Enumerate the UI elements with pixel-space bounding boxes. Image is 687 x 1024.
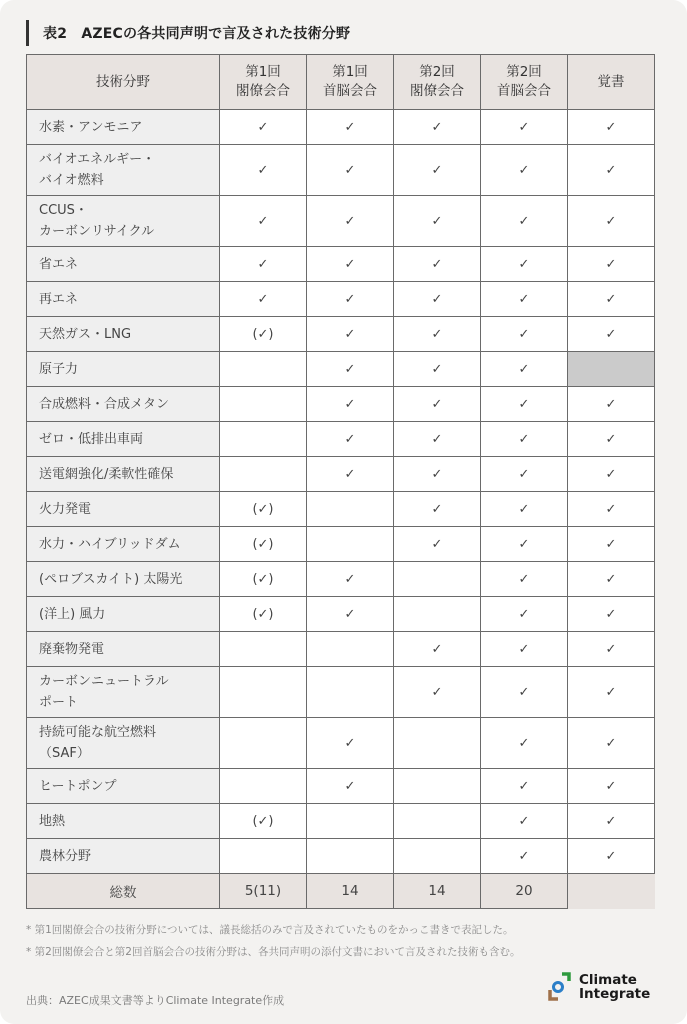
technology-label-line: カーボンリサイクル: [39, 224, 155, 239]
technology-label: [27, 247, 220, 282]
check-cell: ✓: [481, 769, 568, 804]
technology-label-line: CCUS・: [39, 203, 88, 218]
logo-mark-icon: [547, 972, 573, 1002]
not-applicable-cell: [568, 352, 655, 387]
technology-label: [27, 527, 220, 562]
table-row: [27, 352, 655, 387]
check-cell: ✓: [481, 282, 568, 317]
empty-cell: [220, 352, 307, 387]
check-cell: ✓: [307, 196, 394, 247]
column-header-line1: 第1回: [245, 64, 281, 80]
check-cell: ✓: [220, 196, 307, 247]
check-cell: ✓: [568, 247, 655, 282]
table-body: [27, 110, 655, 909]
check-parenthesized-cell: (✓): [220, 492, 307, 527]
table-row: [27, 457, 655, 492]
technology-label-line: バイオ燃料: [39, 173, 104, 188]
technology-label: [27, 196, 220, 247]
check-cell: ✓: [394, 492, 481, 527]
check-parenthesized-cell: (✓): [220, 804, 307, 839]
table-row: [27, 527, 655, 562]
table-row: [27, 667, 655, 718]
technology-label-line: 持続可能な航空燃料: [39, 725, 157, 740]
empty-cell: [220, 839, 307, 874]
check-cell: ✓: [307, 247, 394, 282]
technology-label: [27, 839, 220, 874]
check-parenthesized-cell: (✓): [220, 317, 307, 352]
technology-label: [27, 769, 220, 804]
check-cell: ✓: [307, 769, 394, 804]
technology-label: [27, 562, 220, 597]
check-cell: ✓: [481, 562, 568, 597]
technology-label-line: カーボンニュートラル: [39, 674, 169, 689]
column-header-line1: 第2回: [506, 64, 542, 80]
table-row: [27, 110, 655, 145]
technology-label: [27, 492, 220, 527]
technology-label-line: 再エネ: [39, 291, 79, 307]
empty-cell: [220, 632, 307, 667]
table-row: [27, 839, 655, 874]
empty-cell: [307, 632, 394, 667]
check-cell: ✓: [568, 804, 655, 839]
empty-cell: [394, 804, 481, 839]
technology-label: [27, 282, 220, 317]
technology-label-line: 原子力: [39, 361, 79, 377]
check-cell: ✓: [481, 352, 568, 387]
empty-cell: [394, 839, 481, 874]
check-cell: ✓: [394, 632, 481, 667]
column-header-5: [568, 55, 655, 110]
technology-label-line: 地熱: [39, 813, 66, 829]
check-cell: ✓: [394, 282, 481, 317]
check-cell: ✓: [394, 457, 481, 492]
column-header-line2: 首脳会合: [497, 83, 551, 99]
check-cell: ✓: [394, 667, 481, 718]
technology-label: [27, 597, 220, 632]
technology-label: [27, 667, 220, 718]
table-row: [27, 196, 655, 247]
technology-label-line: ポート: [39, 695, 79, 710]
empty-cell: [307, 839, 394, 874]
check-cell: ✓: [307, 282, 394, 317]
table-row: [27, 387, 655, 422]
check-cell: ✓: [568, 457, 655, 492]
column-header-line2: 閣僚会合: [410, 83, 464, 99]
technology-label-line: 天然ガス・LNG: [39, 326, 132, 342]
empty-cell: [394, 769, 481, 804]
technology-label-line: バイオエネルギー・: [39, 152, 156, 167]
figure-title: 表2 AZECの各共同声明で言及された技術分野: [43, 26, 351, 42]
check-cell: ✓: [394, 110, 481, 145]
technology-label: [27, 110, 220, 145]
empty-cell: [220, 667, 307, 718]
empty-cell: [220, 387, 307, 422]
check-cell: ✓: [220, 282, 307, 317]
total-value: 5(11): [220, 874, 307, 909]
check-cell: ✓: [568, 562, 655, 597]
check-cell: ✓: [394, 387, 481, 422]
empty-cell: [394, 718, 481, 769]
empty-cell: [394, 597, 481, 632]
column-header-field: [27, 55, 220, 110]
check-cell: ✓: [394, 527, 481, 562]
empty-cell: [307, 527, 394, 562]
total-value: 14: [307, 874, 394, 909]
technology-label: [27, 387, 220, 422]
check-cell: ✓: [568, 597, 655, 632]
check-cell: ✓: [307, 145, 394, 196]
table-row: [27, 282, 655, 317]
check-cell: ✓: [568, 110, 655, 145]
technology-label: [27, 632, 220, 667]
check-cell: ✓: [568, 839, 655, 874]
technology-label-line: 水素・アンモニア: [39, 119, 143, 135]
logo-text-line2: Integrate: [579, 986, 651, 1002]
check-parenthesized-cell: (✓): [220, 597, 307, 632]
check-cell: ✓: [307, 352, 394, 387]
check-cell: ✓: [220, 247, 307, 282]
check-cell: ✓: [394, 422, 481, 457]
check-cell: ✓: [568, 196, 655, 247]
technology-label-line: （SAF）: [39, 746, 90, 761]
total-value: 20: [481, 874, 568, 909]
check-cell: ✓: [307, 457, 394, 492]
table-row: [27, 317, 655, 352]
technology-label: [27, 352, 220, 387]
totals-row: [27, 874, 655, 909]
check-parenthesized-cell: (✓): [220, 562, 307, 597]
column-header-line2: 閣僚会合: [236, 83, 290, 99]
empty-cell: [307, 804, 394, 839]
check-cell: ✓: [481, 632, 568, 667]
technology-label-line: (洋上) 風力: [39, 606, 106, 622]
technology-label: [27, 804, 220, 839]
check-cell: ✓: [394, 196, 481, 247]
check-cell: ✓: [568, 492, 655, 527]
technology-label-line: 省エネ: [39, 256, 79, 272]
check-cell: ✓: [481, 317, 568, 352]
check-cell: ✓: [568, 145, 655, 196]
check-cell: ✓: [481, 422, 568, 457]
check-cell: ✓: [307, 597, 394, 632]
column-header-line1: 覚書: [597, 73, 625, 90]
check-cell: ✓: [307, 422, 394, 457]
table-row: [27, 718, 655, 769]
table-row: [27, 632, 655, 667]
table-row: [27, 769, 655, 804]
empty-cell: [394, 562, 481, 597]
column-header-3: [394, 55, 481, 110]
check-cell: ✓: [568, 667, 655, 718]
check-cell: ✓: [481, 247, 568, 282]
check-cell: ✓: [568, 527, 655, 562]
check-cell: ✓: [220, 145, 307, 196]
source-credit: 出典：AZEC成果文書等よりClimate Integrate作成: [26, 994, 285, 1007]
empty-cell: [307, 667, 394, 718]
table-row: [27, 597, 655, 632]
check-cell: ✓: [568, 632, 655, 667]
logo-text-line1: Climate: [579, 972, 637, 988]
column-header-4: [481, 55, 568, 110]
technology-label-line: 火力発電: [39, 501, 92, 517]
table-row: [27, 145, 655, 196]
figure-title-block: [26, 20, 350, 46]
column-header-2: [307, 55, 394, 110]
check-cell: ✓: [481, 145, 568, 196]
empty-cell: [220, 457, 307, 492]
technology-label: [27, 718, 220, 769]
technology-label-line: (ペロブスカイト) 太陽光: [39, 571, 183, 587]
check-cell: ✓: [481, 667, 568, 718]
technology-label: [27, 317, 220, 352]
totals-empty-cell: [568, 874, 655, 909]
table-row: [27, 804, 655, 839]
check-cell: ✓: [307, 317, 394, 352]
empty-cell: [220, 422, 307, 457]
total-value: 14: [394, 874, 481, 909]
check-cell: ✓: [568, 387, 655, 422]
column-header-line1: 第1回: [332, 64, 368, 80]
check-cell: ✓: [568, 769, 655, 804]
check-cell: ✓: [220, 110, 307, 145]
technology-label-line: 農林分野: [39, 848, 92, 864]
check-parenthesized-cell: (✓): [220, 527, 307, 562]
check-cell: ✓: [481, 196, 568, 247]
check-cell: ✓: [481, 597, 568, 632]
technology-label: [27, 422, 220, 457]
check-cell: ✓: [568, 718, 655, 769]
totals-label: 総数: [27, 874, 220, 909]
check-cell: ✓: [394, 317, 481, 352]
check-cell: ✓: [307, 110, 394, 145]
technology-table: [26, 54, 655, 909]
title-accent-bar: [26, 20, 29, 46]
technology-label-line: 廃棄物発電: [39, 641, 105, 657]
technology-label-line: ヒートポンプ: [39, 778, 117, 794]
table-row: [27, 492, 655, 527]
empty-cell: [220, 769, 307, 804]
check-cell: ✓: [568, 317, 655, 352]
footnote-2: * 第2回閣僚会合と第2回首脳会合の技術分野は、各共同声明の添付文書において言及された技術も含む。: [26, 946, 521, 958]
column-header-line1: 第2回: [419, 64, 455, 80]
technology-label-line: 合成燃料・合成メタン: [39, 396, 170, 412]
table-row: [27, 422, 655, 457]
table-row: [27, 562, 655, 597]
check-cell: ✓: [568, 282, 655, 317]
footnote-1: * 第1回閣僚会合の技術分野については、議長総括のみで言及されていたものをかっこ書きで表記した。: [26, 924, 514, 936]
check-cell: ✓: [481, 804, 568, 839]
check-cell: ✓: [481, 387, 568, 422]
column-header-line2: 首脳会合: [323, 83, 377, 99]
check-cell: ✓: [481, 492, 568, 527]
check-cell: ✓: [481, 839, 568, 874]
check-cell: ✓: [394, 247, 481, 282]
technology-label-line: 水力・ハイブリッドダム: [39, 536, 181, 552]
check-cell: ✓: [481, 457, 568, 492]
check-cell: ✓: [481, 527, 568, 562]
empty-cell: [307, 492, 394, 527]
table-header-row: [27, 55, 655, 110]
check-cell: ✓: [307, 718, 394, 769]
check-cell: ✓: [394, 352, 481, 387]
check-cell: ✓: [481, 718, 568, 769]
technology-label-line: 送電網強化/柔軟性確保: [39, 466, 174, 482]
check-cell: ✓: [307, 387, 394, 422]
empty-cell: [220, 718, 307, 769]
column-header-1: [220, 55, 307, 110]
check-cell: ✓: [307, 562, 394, 597]
table-row: [27, 247, 655, 282]
check-cell: ✓: [394, 145, 481, 196]
technology-label: [27, 457, 220, 492]
column-header-line1: 技術分野: [96, 73, 150, 90]
climate-integrate-logo: [547, 972, 650, 1002]
technology-label-line: ゼロ・低排出車両: [39, 431, 144, 447]
check-cell: ✓: [481, 110, 568, 145]
technology-label: [27, 145, 220, 196]
check-cell: ✓: [568, 422, 655, 457]
